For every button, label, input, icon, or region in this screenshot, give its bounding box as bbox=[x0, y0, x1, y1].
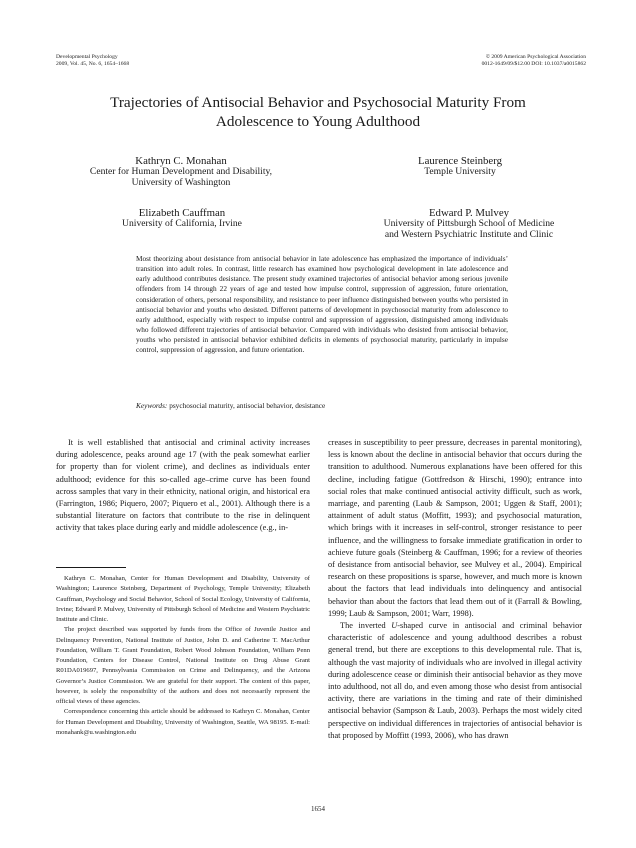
doi-line: 0012-1649/09/$12.00 DOI: 10.1037/a0015862 bbox=[481, 60, 586, 67]
keywords-text: psychosocial maturity, antisocial behavior, desistance bbox=[169, 401, 326, 410]
journal-name: Developmental Psychology bbox=[56, 54, 118, 60]
abstract: Most theorizing about desistance from antisocial behavior in late adolescence has emphasized the importance of individuals’ transition into adult roles. In contrast, little research has examined how psychological development in late adolescence and early adulthood contributes desistance. The present study examined trajectories of antisocial behavior among serious juvenile offenders from 14 through 22 years of age and tested how impulse control, suppression of aggression, future orientation, consideration of others, personal responsibility, and resistance to peer influence distinguished between youths who persisted in antisocial behavior and youths who desisted. Different patterns of development in psychosocial maturity from adolescence to early adulthood, especially with respect to impulse control and suppression of aggression, distinguished among individuals who followed different trajectories of antisocial behavior. Compared with individuals who desisted from antisocial behavior, youths who persisted in antisocial behavior exhibited deficits in elements of psychosocial maturity, particularly in impulse control, suppression of aggression, and future orientation. bbox=[136, 254, 508, 355]
body-text: -shaped curve in antisocial and criminal behavior characteristic of adolescence and young adulthood describes a robust general trend, but there are exceptions to this developmental rule. That is, although the vast majority of individuals who are involved in illegal activity during adolescence cease or diminish their antisocial behavior as they move into adulthood, not all do, and even among those who desist from antisocial activity, there are variations in the timing and rate of their diminished antisocial behavior (Sampson & Laub, 2003). Perhaps the most widely cited perspective on individual differences in trajectories of antisocial behavior is that proposed by Moffitt (1993, 2006), who has drawn bbox=[328, 621, 582, 740]
author-block-monahan bbox=[72, 155, 290, 188]
body-emphasis: U bbox=[391, 621, 398, 631]
body-text: The inverted bbox=[340, 621, 392, 631]
author-name: Kathryn C. Monahan bbox=[135, 155, 227, 167]
article-title bbox=[0, 93, 636, 131]
page-number: 1654 bbox=[311, 805, 325, 813]
footnote-rule bbox=[56, 567, 126, 568]
footnote-affiliations: Kathryn C. Monahan, Center for Human Development and Disability, University of Washington; Laurence Steinberg, Department of Psychology, Temple University; Elizabeth Cauffman, Psychology and Social Behavior, School of Social Ecology, University of California, Irvine; Edward P. Mulvey, University of Pittsburgh School of Medicine and Western Psychiatric Institute and Clinic. bbox=[56, 575, 310, 623]
author-affiliation: University of Washington bbox=[131, 176, 231, 188]
keywords bbox=[136, 401, 508, 411]
author-block-mulvey bbox=[352, 207, 586, 240]
body-paragraph: creases in susceptibility to peer pressure, decreases in parental monitoring), less is known about the decline in antisocial behavior that occurs during the transition to adulthood. Numerous explanations have been offered for this decline, including fatigue (Gottfredson & Hirschi, 1990); entrance into social roles that make continued antisocial activity difficult, such as work, marriage, and parenting (Laub & Sampson, 2001; Uggen & Staff, 2001); attainment of adult status (Moffitt, 1993); and psychosocial maturation, which brings with it increases in self-control, stronger resistance to peer influence, and the willingness to forsake immediate gratification in order to achieve future goals (Steinberg & Cauffman, 1996; for a review of theories of desistance from antisocial behavior, see Mulvey et al., 2004). Empirical research on these propositions is sparse, however, and much more is known about the factors that lead individuals into delinquency and antisocial behavior than about the factors that lead them out of it (Farrall & Bowling, 1999; Laub & Sampson, 2001; Warr, 1998). bbox=[328, 438, 582, 618]
title-line-1: Trajectories of Antisocial Behavior and Psychosocial Maturity From bbox=[110, 94, 526, 111]
author-note bbox=[56, 574, 310, 738]
body-column-right bbox=[328, 437, 582, 742]
title-line-2: Adolescence to Young Adulthood bbox=[215, 113, 421, 130]
body-paragraph bbox=[328, 620, 582, 742]
footnote-correspondence: Correspondence concerning this article should be addressed to Kathryn C. Monahan, Center for Human Development and Disability, University of Washington, Seattle, WA 98195. E-mail: monahank@u.washington.edu bbox=[56, 708, 310, 736]
author-name: Laurence Steinberg bbox=[417, 155, 503, 167]
copyright-line: © 2009 American Psychological Association bbox=[485, 54, 586, 60]
author-name: Elizabeth Cauffman bbox=[138, 207, 226, 219]
author-name: Edward P. Mulvey bbox=[428, 207, 510, 219]
body-paragraph: It is well established that antisocial and criminal activity increases during adolescence, peaks around age 17 (with the peak somewhat earlier for property than for violent crime), and declines as individuals enter adulthood; evidence for this so-called age–crime curve has been found across samples that vary in their ethnicity, national origin, and historical era (Farrington, 1986; Piquero, 2007; Piquero et al., 2001). Although there is a substantial literature on factors that contribute to the rise in delinquent activity that takes place during early and middle adolescence (e.g., in- bbox=[56, 438, 310, 533]
author-affiliation: University of California, Irvine bbox=[122, 218, 242, 230]
author-block-steinberg bbox=[360, 155, 560, 178]
keywords-label: Keywords: bbox=[136, 401, 168, 410]
running-header-right bbox=[482, 54, 586, 68]
running-header-left bbox=[56, 54, 129, 68]
author-affiliation: Temple University bbox=[424, 166, 496, 178]
author-affiliation: University of Pittsburgh School of Medicine bbox=[383, 218, 555, 230]
journal-volume: 2009, Vol. 45, No. 6, 1654–1668 bbox=[56, 60, 130, 67]
author-affiliation: Center for Human Development and Disability, bbox=[89, 166, 273, 178]
footnote-funding: The project described was supported by funds from the Office of Juvenile Justice and Delinquency Prevention, National Institute of Justice, John D. and Catherine T. MacArthur Foundation, William T. Grant Foundation, Robert Wood Johnson Foundation, William Penn Foundation, Centers for Disease Control, National Institute on Drug Abuse Grant R01DA019697, Pennsylvania Commission on Crime and Delinquency, and the Arizona Governor’s Justice Commission. We are grateful for their support. The content of this paper, however, is solely the responsibility of the authors and does not necessarily represent the official views of these agencies. bbox=[56, 626, 310, 705]
author-affiliation: and Western Psychiatric Institute and Clinic bbox=[384, 228, 554, 240]
body-column-left bbox=[56, 437, 310, 535]
author-block-cauffman bbox=[90, 207, 274, 230]
